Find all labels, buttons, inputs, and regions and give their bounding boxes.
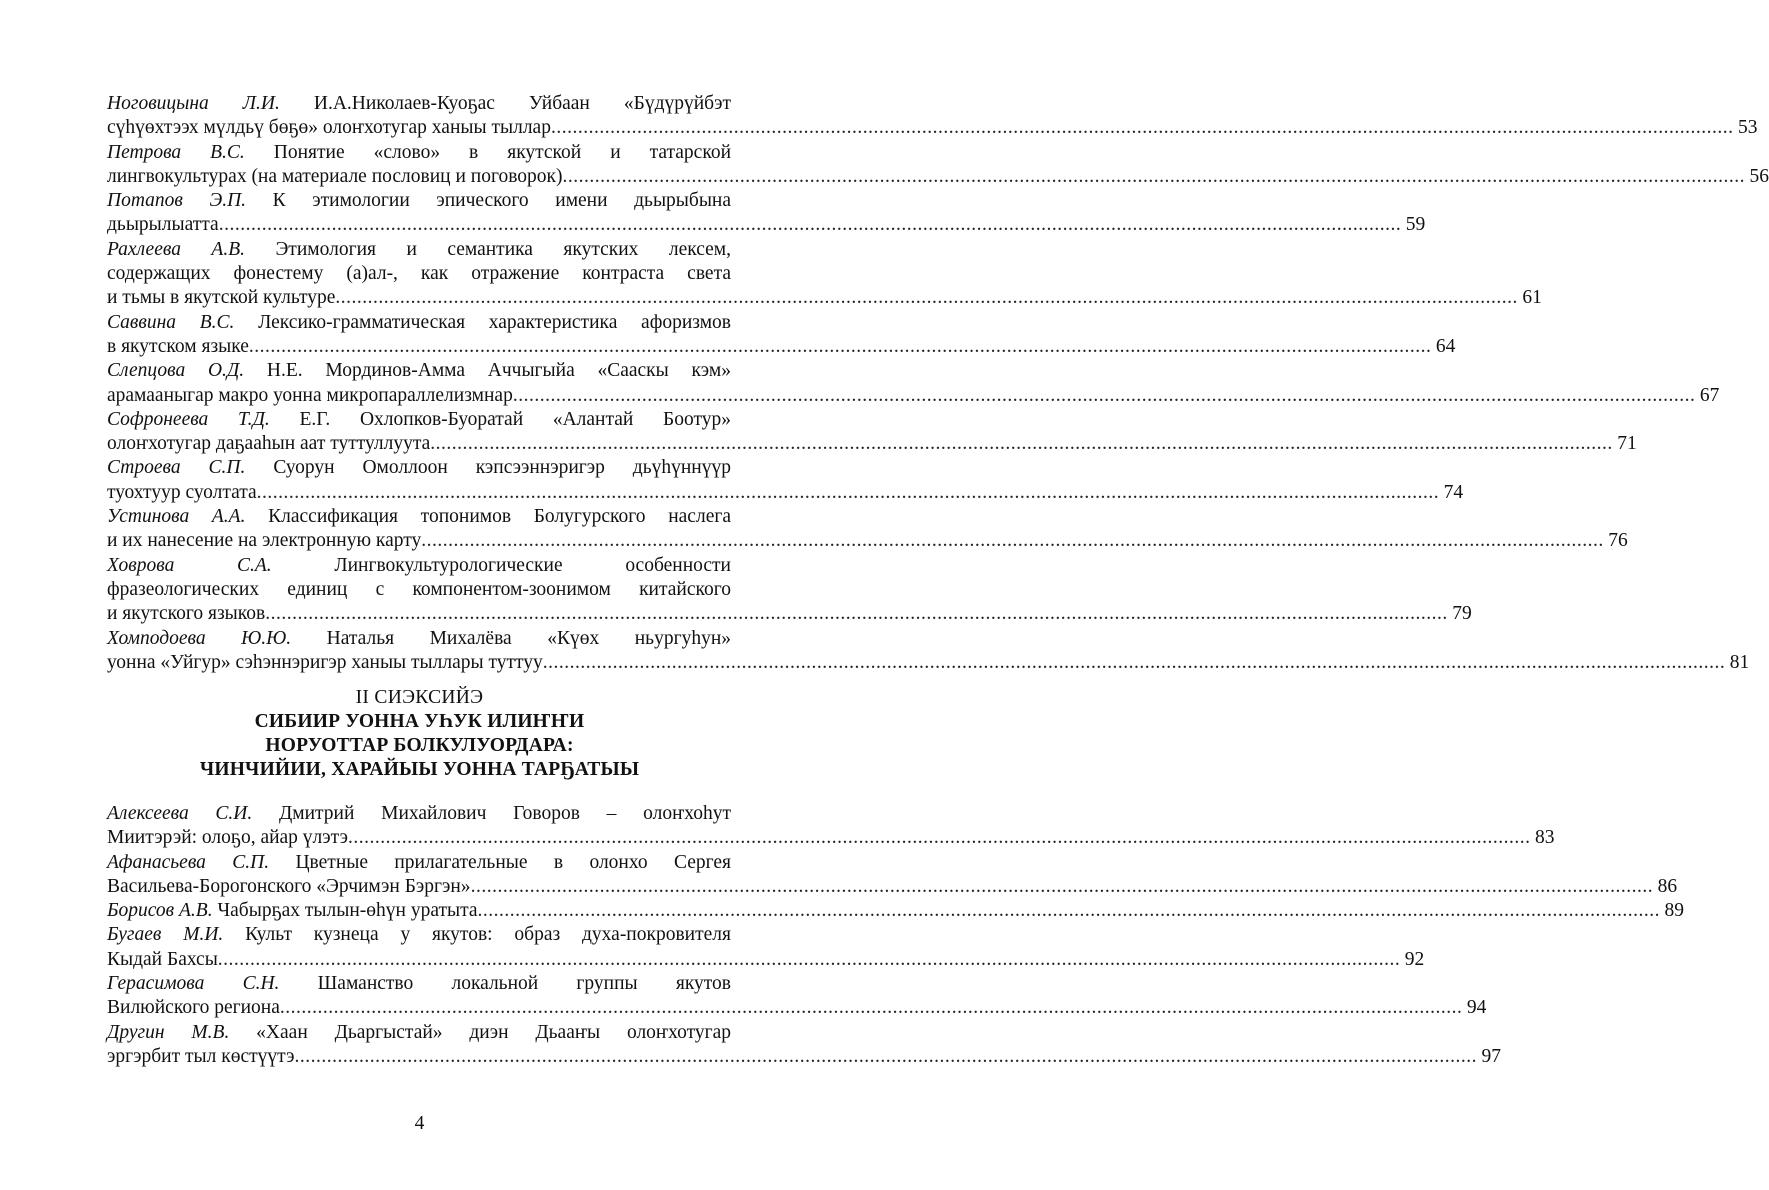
toc-entry-author: Бугаев М.И.: [107, 924, 224, 946]
toc-entry-title: эргэрбит тыл көстүүтэ: [107, 1045, 295, 1067]
toc-entry: [107, 899, 1685, 923]
toc-entry-page: 97: [1481, 1045, 1501, 1067]
toc-entry-author: Ховрова С.А.: [107, 554, 272, 576]
page-number: 4: [414, 1113, 425, 1134]
toc-entry-text: [107, 899, 478, 923]
toc-entry-title: Цветные прилагательные в олонхо Сергея: [295, 851, 731, 873]
toc-entry-line: [107, 359, 731, 383]
toc-entry-text: [107, 213, 219, 237]
toc-entry: [107, 505, 1628, 554]
toc-entry-text: [107, 116, 551, 140]
toc-entry: [107, 554, 1472, 627]
toc-entry-last-line: [107, 116, 1758, 140]
toc-entry-line: [107, 1021, 731, 1045]
toc-entry-last-line: [107, 602, 1472, 626]
toc-entry-line: [107, 923, 731, 947]
toc-entry: [107, 802, 1555, 851]
dot-leader: ............................................................................................................................................................................................................................: [248, 335, 1432, 357]
toc-entry-text: [107, 384, 513, 408]
toc-entry-title: Культ кузнеца у якутов: образ духа-покровителя: [245, 924, 731, 946]
dot-leader: ............................................................................................................................................................................................................................: [421, 530, 1604, 552]
toc-entries-before: [107, 92, 1769, 675]
toc-entry-author: Алексеева С.И.: [107, 803, 253, 824]
toc-entry-page: 61: [1522, 287, 1542, 309]
toc-entry-last-line: [107, 481, 1464, 505]
toc-entry-line: [107, 851, 731, 875]
toc-entry: [107, 311, 1456, 360]
toc-entry-title: Н.Е. Мординов-Амма Аччыгыйа «Сааскы кэм»: [266, 360, 731, 382]
toc-entry-title: К этимологии эпического имени дьырыбына: [272, 190, 732, 212]
dot-leader: ............................................................................................................................................................................................................................: [348, 827, 1531, 849]
toc-entry-page: 81: [1729, 651, 1750, 673]
toc-entry-last-line: [107, 948, 1425, 972]
toc-entry: [107, 408, 1637, 457]
section-title-line: НОРУОТТАР БОЛКУЛУОРДАРА:: [265, 735, 574, 756]
toc-entry-title: Классификация топонимов Болугурского наслега: [268, 506, 731, 528]
toc-entry-page: 94: [1466, 997, 1487, 1019]
toc-entry-title: Вилюйского региона: [107, 997, 280, 1019]
toc-entry-text: [107, 481, 257, 505]
toc-entry-title: Лексико-грамматическая характеристика афоризмов: [258, 311, 731, 333]
toc-entry-author: Другин М.В.: [107, 1021, 230, 1043]
toc-entry-text: [107, 602, 265, 626]
toc-entry-page: 76: [1608, 530, 1628, 552]
toc-entry-page: 53: [1737, 117, 1758, 139]
toc-entry-last-line: [107, 996, 1487, 1020]
toc-entry-line: [107, 505, 731, 529]
toc-entry-title: Е.Г. Охлопков-Буоратай «Алантай Боотур»: [299, 408, 732, 430]
toc-entry-page: 71: [1617, 433, 1637, 455]
toc-entry-last-line: [107, 875, 1678, 899]
toc-entry-title: и якутского языков: [107, 603, 266, 625]
dot-leader: ............................................................................................................................................................................................................................: [512, 384, 1696, 406]
toc-entry-author: Слепцова О.Д.: [107, 360, 245, 382]
toc-entry: [107, 851, 1678, 900]
toc-entry-text: [107, 165, 563, 189]
toc-entry: [107, 189, 1426, 238]
toc-entry-text: [107, 996, 280, 1020]
toc-entry: [107, 141, 1769, 190]
toc-entry-author: Борисов А.В.: [107, 900, 213, 922]
toc-entry-text: [107, 875, 471, 899]
toc-entry-title: туохтуур суолтата: [107, 481, 257, 503]
toc-entry-last-line: [107, 213, 1426, 237]
toc-entry-line: [107, 802, 731, 826]
toc-entry-text: [107, 529, 421, 553]
dot-leader: ............................................................................................................................................................................................................................: [279, 997, 1463, 1019]
dot-leader: ............................................................................................................................................................................................................................: [294, 1045, 1477, 1067]
toc-entries-after: [107, 802, 1685, 1069]
toc-entry: [107, 923, 1425, 972]
toc-entry-title: лингвокультурах (на материале пословиц и поговорок): [107, 165, 563, 187]
toc-entry-title: Шаманство локальной группы якутов: [317, 973, 731, 995]
toc-entry-line: [107, 262, 731, 286]
toc-entry-title: Миитэрэй: олоҕо, айар үлэтэ: [107, 827, 349, 849]
toc-entry-title: в якутском языке: [107, 335, 249, 357]
toc-entry-author: Устинова А.А.: [107, 506, 246, 528]
toc-entry-last-line: [107, 529, 1628, 553]
dot-leader: ............................................................................................................................................................................................................................: [335, 287, 1518, 309]
toc-entry-title: олоҥхотугар даҕааһын аат туттуллуута: [107, 433, 431, 455]
toc-entry-line: [107, 456, 731, 480]
toc-entry-author: Рахлеева А.В.: [107, 238, 245, 260]
toc-entry-last-line: [107, 826, 1555, 850]
toc-entry-text: [107, 286, 335, 310]
toc-entry: [107, 456, 1464, 505]
toc-entry-line: [107, 578, 731, 602]
toc-entry: [107, 92, 1758, 141]
toc-entry-last-line: [107, 384, 1720, 408]
dot-leader: ............................................................................................................................................................................................................................: [256, 481, 1440, 503]
dot-leader: ............................................................................................................................................................................................................................: [542, 651, 1726, 673]
toc-entry-title: «Хаан Дьаргыстай» диэн Дьааҥы олоҥхотугар: [256, 1021, 731, 1043]
toc-entry-author: Саввина В.С.: [107, 311, 235, 333]
toc-entry: [107, 1021, 1501, 1070]
toc-entry-line: [107, 141, 731, 165]
toc-entry-line: [107, 627, 731, 651]
toc-entry-author: Потапов Э.П.: [107, 190, 247, 212]
toc-entry: [107, 359, 1720, 408]
toc-entry-title: уонна «Уйгур» сэһэннэригэр ханыы тыллары туттуу: [107, 651, 543, 673]
toc-entry-page: 56: [1749, 165, 1769, 187]
toc-entry-page: 83: [1535, 827, 1555, 849]
toc-entry-last-line: [107, 286, 1542, 310]
toc-entry-title: и тьмы в якутской культуре: [107, 287, 336, 309]
toc-entry-last-line: [107, 1045, 1501, 1069]
toc-entry-line: [107, 408, 731, 432]
toc-entry-text: [107, 826, 348, 850]
dot-leader: ............................................................................................................................................................................................................................: [217, 948, 1401, 970]
toc-entry-last-line: [107, 165, 1769, 189]
toc-entry-author: Афанасьева С.П.: [107, 851, 270, 873]
toc-entry-title: Наталья Михалёва «Күөх ньургуһун»: [326, 627, 731, 649]
toc-entry-page: 89: [1664, 900, 1685, 922]
dot-leader: ............................................................................................................................................................................................................................: [477, 900, 1661, 922]
toc-entry-text: [107, 432, 430, 456]
toc-entry-line: [107, 554, 731, 578]
toc-entry-text: [107, 948, 218, 972]
toc-entry-title: Лингвокультурологические особенности: [334, 554, 731, 576]
toc-entry-last-line: [107, 899, 1685, 923]
toc-entry-page: 67: [1699, 384, 1720, 406]
toc-entry-title: фразеологических единиц с компонентом-зоонимом китайского: [107, 578, 731, 600]
toc-entry-title: И.А.Николаев-Куоҕас Уйбаан «Бүдүрүйбэт: [313, 93, 731, 114]
toc-entry-line: [107, 238, 731, 262]
toc-entry-author: Хомподоева Ю.Ю.: [107, 627, 292, 649]
toc-entry-title: сүһүөхтээх мүлдьү бөҕө» олоҥхотугар ханыы тыллар: [107, 117, 551, 139]
toc-entry-line: [107, 972, 731, 996]
section-title-line: СИБИИР УОННА УҺУК ИЛИҤҤИ: [254, 711, 585, 732]
toc-entry-title: Этимология и семантика якутских лексем,: [275, 238, 731, 260]
dot-leader: ............................................................................................................................................................................................................................: [218, 214, 1402, 236]
toc-entry-title: Понятие «слово» в якутской и татарской: [273, 141, 732, 163]
toc-entry-title: Дмитрий Михайлович Говоров – олоҥхоһут: [278, 803, 731, 824]
toc-entry-title: содержащих фонестему (а)ал-, как отражение контраста света: [107, 263, 731, 285]
toc-entry-title: арамааныгар макро уонна микропараллелизмнар: [107, 384, 513, 406]
dot-leader: ............................................................................................................................................................................................................................: [562, 165, 1746, 187]
dot-leader: ............................................................................................................................................................................................................................: [265, 603, 1448, 625]
dot-leader: ............................................................................................................................................................................................................................: [470, 875, 1654, 897]
toc-entry-page: 59: [1405, 214, 1426, 236]
toc-entry-page: 79: [1452, 603, 1472, 625]
toc-entry: [107, 238, 1542, 311]
toc-entry-text: [107, 651, 543, 675]
toc-entry-last-line: [107, 335, 1456, 359]
toc-entry-page: 92: [1404, 948, 1425, 970]
toc-entry-author: Петрова В.С.: [107, 141, 245, 163]
toc-entry: [107, 972, 1487, 1021]
toc-entry-title: дьырылыатта: [107, 214, 219, 236]
toc-entry-title: Васильева-Борогонского «Эрчимэн Бэргэн»: [107, 875, 471, 897]
toc-entry-page: 64: [1435, 335, 1456, 357]
section-label: II СИЭКСИЙЭ: [355, 687, 484, 708]
toc-entry-author: Герасимова С.Н.: [107, 973, 280, 995]
dot-leader: ............................................................................................................................................................................................................................: [430, 433, 1613, 455]
toc-entry-text: [107, 1045, 295, 1069]
toc-entry-line: [107, 311, 731, 335]
toc-entry-page: 74: [1443, 481, 1464, 503]
toc-entry-title: Суорун Омоллоон кэпсээннэригэр дьүһүннүүр: [273, 457, 731, 479]
toc-entry-last-line: [107, 432, 1637, 456]
toc-entry-text: [107, 335, 249, 359]
toc-entry: [107, 627, 1750, 676]
toc-entry-author: Ноговицына Л.И.: [107, 93, 280, 114]
toc-entry-last-line: [107, 651, 1750, 675]
toc-entry-title: Кыдай Бахсы: [107, 948, 218, 970]
toc-entry-title: Чабырҕах тылын-өһүн уратыта: [217, 900, 478, 922]
toc-entry-author: Строева С.П.: [107, 457, 246, 479]
toc-entry-author: Софронеева Т.Д.: [107, 408, 270, 430]
section-header: [0, 686, 839, 782]
dot-leader: ............................................................................................................................................................................................................................: [550, 117, 1734, 139]
toc-entry-line: [107, 189, 731, 213]
section-title-line: ЧИНЧИЙИИ, ХАРАЙЫЫ УОННА ТАРҔАТЫЫ: [199, 759, 640, 780]
toc-entry-line: [107, 92, 731, 116]
toc-entry-page: 86: [1657, 875, 1678, 897]
toc-entry-title: и их нанесение на электронную карту: [107, 530, 422, 552]
